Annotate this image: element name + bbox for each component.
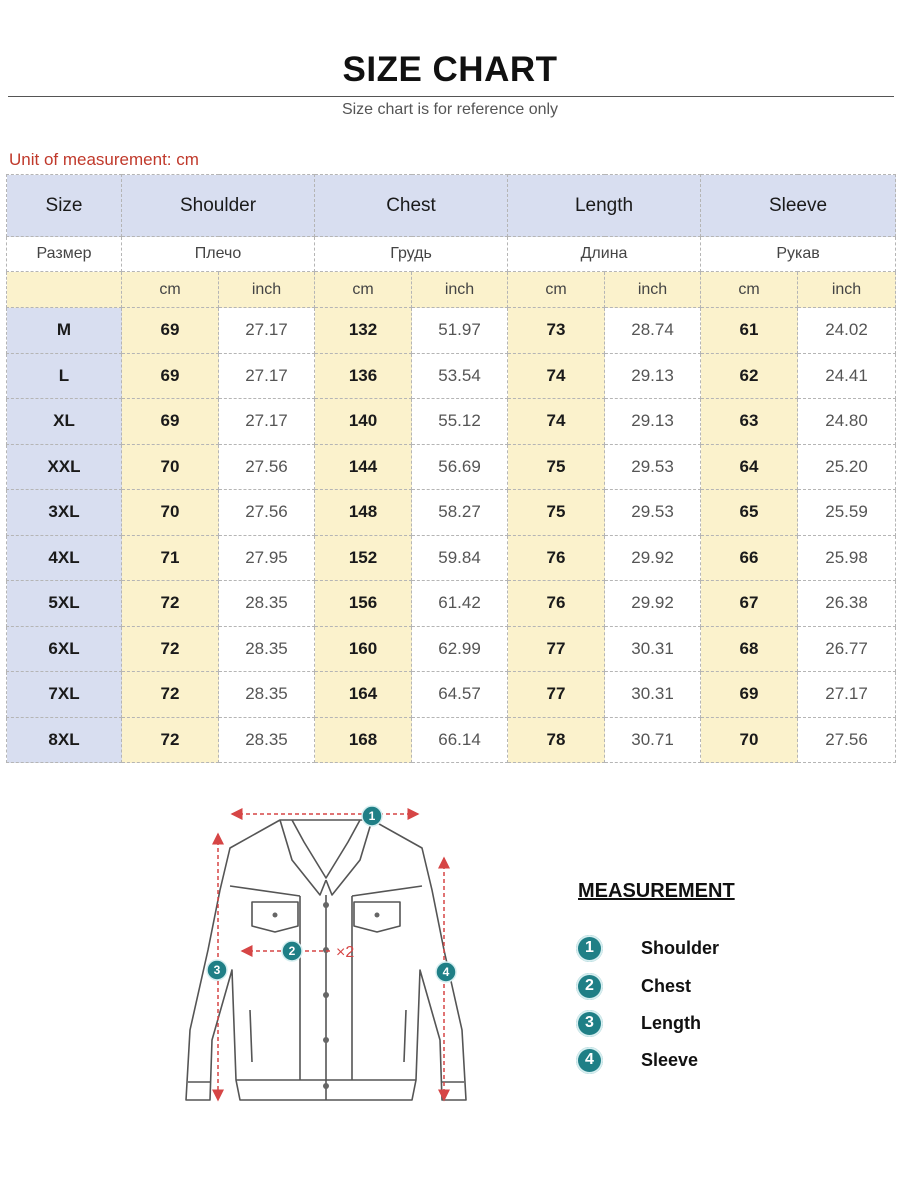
size-cell: XXL: [7, 444, 122, 490]
table-row: [7, 490, 896, 536]
inch-cell: 25.98: [798, 535, 896, 581]
cm-cell: 69: [122, 308, 219, 354]
legend-label: Sleeve: [641, 1049, 699, 1070]
badge-2-icon: [282, 941, 302, 961]
inch-cell: 28.74: [605, 308, 701, 354]
col-shoulder: Shoulder: [122, 175, 315, 237]
col-length-ru: Длина: [508, 237, 701, 272]
header-row: [7, 175, 896, 237]
col-shoulder-ru: Плечо: [122, 237, 315, 272]
cm-cell: 72: [122, 717, 219, 763]
inch-cell: 27.17: [219, 308, 315, 354]
inch-cell: 26.77: [798, 626, 896, 672]
inch-cell: 30.31: [605, 672, 701, 718]
cm-cell: 74: [508, 353, 605, 399]
units-blank-cell: [7, 272, 122, 308]
col-sleeve-ru: Рукав: [701, 237, 896, 272]
inch-cell: 29.13: [605, 353, 701, 399]
inch-cell: 29.53: [605, 444, 701, 490]
inch-cell: 30.31: [605, 626, 701, 672]
inch-cell: 59.84: [412, 535, 508, 581]
cm-cell: 76: [508, 581, 605, 627]
inch-cell: 27.17: [798, 672, 896, 718]
cm-cell: 76: [508, 535, 605, 581]
inch-cell: 51.97: [412, 308, 508, 354]
page-subtitle: Size chart is for reference only: [341, 101, 559, 118]
cm-cell: 64: [701, 444, 798, 490]
unit-cm: cm: [508, 272, 605, 308]
cm-cell: 70: [122, 444, 219, 490]
cm-cell: 78: [508, 717, 605, 763]
cm-cell: 62: [701, 353, 798, 399]
svg-text:4: 4: [442, 965, 450, 979]
inch-cell: 26.38: [798, 581, 896, 627]
cm-cell: 148: [315, 490, 412, 536]
inch-cell: 66.14: [412, 717, 508, 763]
cm-cell: 168: [315, 717, 412, 763]
unit-cm: cm: [315, 272, 412, 308]
cm-cell: 67: [701, 581, 798, 627]
inch-cell: 29.92: [605, 535, 701, 581]
inch-cell: 27.17: [219, 399, 315, 445]
cm-cell: 136: [315, 353, 412, 399]
cm-cell: 65: [701, 490, 798, 536]
cm-cell: 71: [122, 535, 219, 581]
inch-cell: 56.69: [412, 444, 508, 490]
inch-cell: 64.57: [412, 672, 508, 718]
badge-4-icon: 4: [576, 1047, 603, 1074]
cm-cell: 156: [315, 581, 412, 627]
header-row-ru: [7, 237, 896, 272]
inch-cell: 30.71: [605, 717, 701, 763]
inch-cell: 25.59: [798, 490, 896, 536]
unit-cm: cm: [701, 272, 798, 308]
col-length: Length: [508, 175, 701, 237]
badge-3-icon: 3: [576, 1010, 603, 1037]
badge-3-icon: [207, 960, 227, 980]
measurement-heading: MEASUREMENT: [578, 880, 735, 902]
size-cell: XL: [7, 399, 122, 445]
page-title: SIZE CHART: [342, 50, 558, 89]
cm-cell: 160: [315, 626, 412, 672]
legend-item-chest: [576, 971, 691, 1001]
svg-text:1: 1: [368, 809, 376, 823]
cm-cell: 72: [122, 626, 219, 672]
cm-cell: 164: [315, 672, 412, 718]
inch-cell: 28.35: [219, 626, 315, 672]
inch-cell: 25.20: [798, 444, 896, 490]
badge-4-icon: [436, 962, 456, 982]
inch-cell: 53.54: [412, 353, 508, 399]
size-cell: L: [7, 353, 122, 399]
legend-item-shoulder: [576, 933, 719, 963]
units-row: [7, 272, 896, 308]
inch-cell: 28.35: [219, 672, 315, 718]
size-cell: 4XL: [7, 535, 122, 581]
inch-cell: 27.95: [219, 535, 315, 581]
inch-cell: 24.02: [798, 308, 896, 354]
table-row: [7, 535, 896, 581]
unit-inch: inch: [412, 272, 508, 308]
table-row: [7, 717, 896, 763]
legend-label: Length: [641, 1012, 701, 1033]
col-sleeve: Sleeve: [701, 175, 896, 237]
size-cell: 3XL: [7, 490, 122, 536]
jacket-outline: [186, 820, 466, 1100]
cm-cell: 75: [508, 490, 605, 536]
cm-cell: 132: [315, 308, 412, 354]
inch-cell: 58.27: [412, 490, 508, 536]
cm-cell: 70: [701, 717, 798, 763]
size-cell: 8XL: [7, 717, 122, 763]
size-cell: 6XL: [7, 626, 122, 672]
inch-cell: 28.35: [219, 717, 315, 763]
col-chest-ru: Грудь: [315, 237, 508, 272]
inch-cell: 24.41: [798, 353, 896, 399]
table-row: [7, 399, 896, 445]
cm-cell: 61: [701, 308, 798, 354]
cm-cell: 69: [122, 399, 219, 445]
legend-label: Chest: [641, 975, 692, 996]
legend-label: Shoulder: [641, 937, 720, 958]
chest-marker: ×2: [336, 944, 355, 961]
inch-cell: 24.80: [798, 399, 896, 445]
cm-cell: 72: [122, 672, 219, 718]
size-cell: 5XL: [7, 581, 122, 627]
cm-cell: 75: [508, 444, 605, 490]
svg-text:2: 2: [288, 944, 296, 958]
inch-cell: 27.56: [219, 444, 315, 490]
table-row: [7, 581, 896, 627]
cm-cell: 63: [701, 399, 798, 445]
cm-cell: 152: [315, 535, 412, 581]
inch-cell: 27.17: [219, 353, 315, 399]
size-table: [6, 174, 896, 763]
legend-item-sleeve: [576, 1045, 698, 1075]
col-size-ru: Размер: [7, 237, 122, 272]
unit-inch: inch: [605, 272, 701, 308]
badge-1-icon: 1: [576, 935, 603, 962]
col-size: Size: [7, 175, 122, 237]
cm-cell: 74: [508, 399, 605, 445]
cm-cell: 144: [315, 444, 412, 490]
unit-inch: inch: [798, 272, 896, 308]
cm-cell: 77: [508, 672, 605, 718]
inch-cell: 62.99: [412, 626, 508, 672]
unit-note: Unit of measurement: cm: [9, 150, 199, 169]
inch-cell: 29.53: [605, 490, 701, 536]
table-row: [7, 353, 896, 399]
size-cell: M: [7, 308, 122, 354]
unit-cm: cm: [122, 272, 219, 308]
badge-1-icon: [362, 806, 382, 826]
cm-cell: 140: [315, 399, 412, 445]
inch-cell: 28.35: [219, 581, 315, 627]
table-row: [7, 672, 896, 718]
svg-text:3: 3: [213, 963, 221, 977]
cm-cell: 73: [508, 308, 605, 354]
legend-item-length: [576, 1008, 701, 1038]
badge-2-icon: 2: [576, 973, 603, 1000]
table-row: [7, 626, 896, 672]
cm-cell: 68: [701, 626, 798, 672]
cm-cell: 77: [508, 626, 605, 672]
title-divider: [8, 96, 894, 97]
table-row: [7, 308, 896, 354]
jacket-diagram: [180, 800, 480, 1180]
cm-cell: 70: [122, 490, 219, 536]
cm-cell: 72: [122, 581, 219, 627]
cm-cell: 66: [701, 535, 798, 581]
col-chest: Chest: [315, 175, 508, 237]
inch-cell: 29.92: [605, 581, 701, 627]
inch-cell: 27.56: [798, 717, 896, 763]
unit-inch: inch: [219, 272, 315, 308]
inch-cell: 61.42: [412, 581, 508, 627]
size-cell: 7XL: [7, 672, 122, 718]
inch-cell: 55.12: [412, 399, 508, 445]
inch-cell: 29.13: [605, 399, 701, 445]
table-row: [7, 444, 896, 490]
inch-cell: 27.56: [219, 490, 315, 536]
cm-cell: 69: [701, 672, 798, 718]
cm-cell: 69: [122, 353, 219, 399]
